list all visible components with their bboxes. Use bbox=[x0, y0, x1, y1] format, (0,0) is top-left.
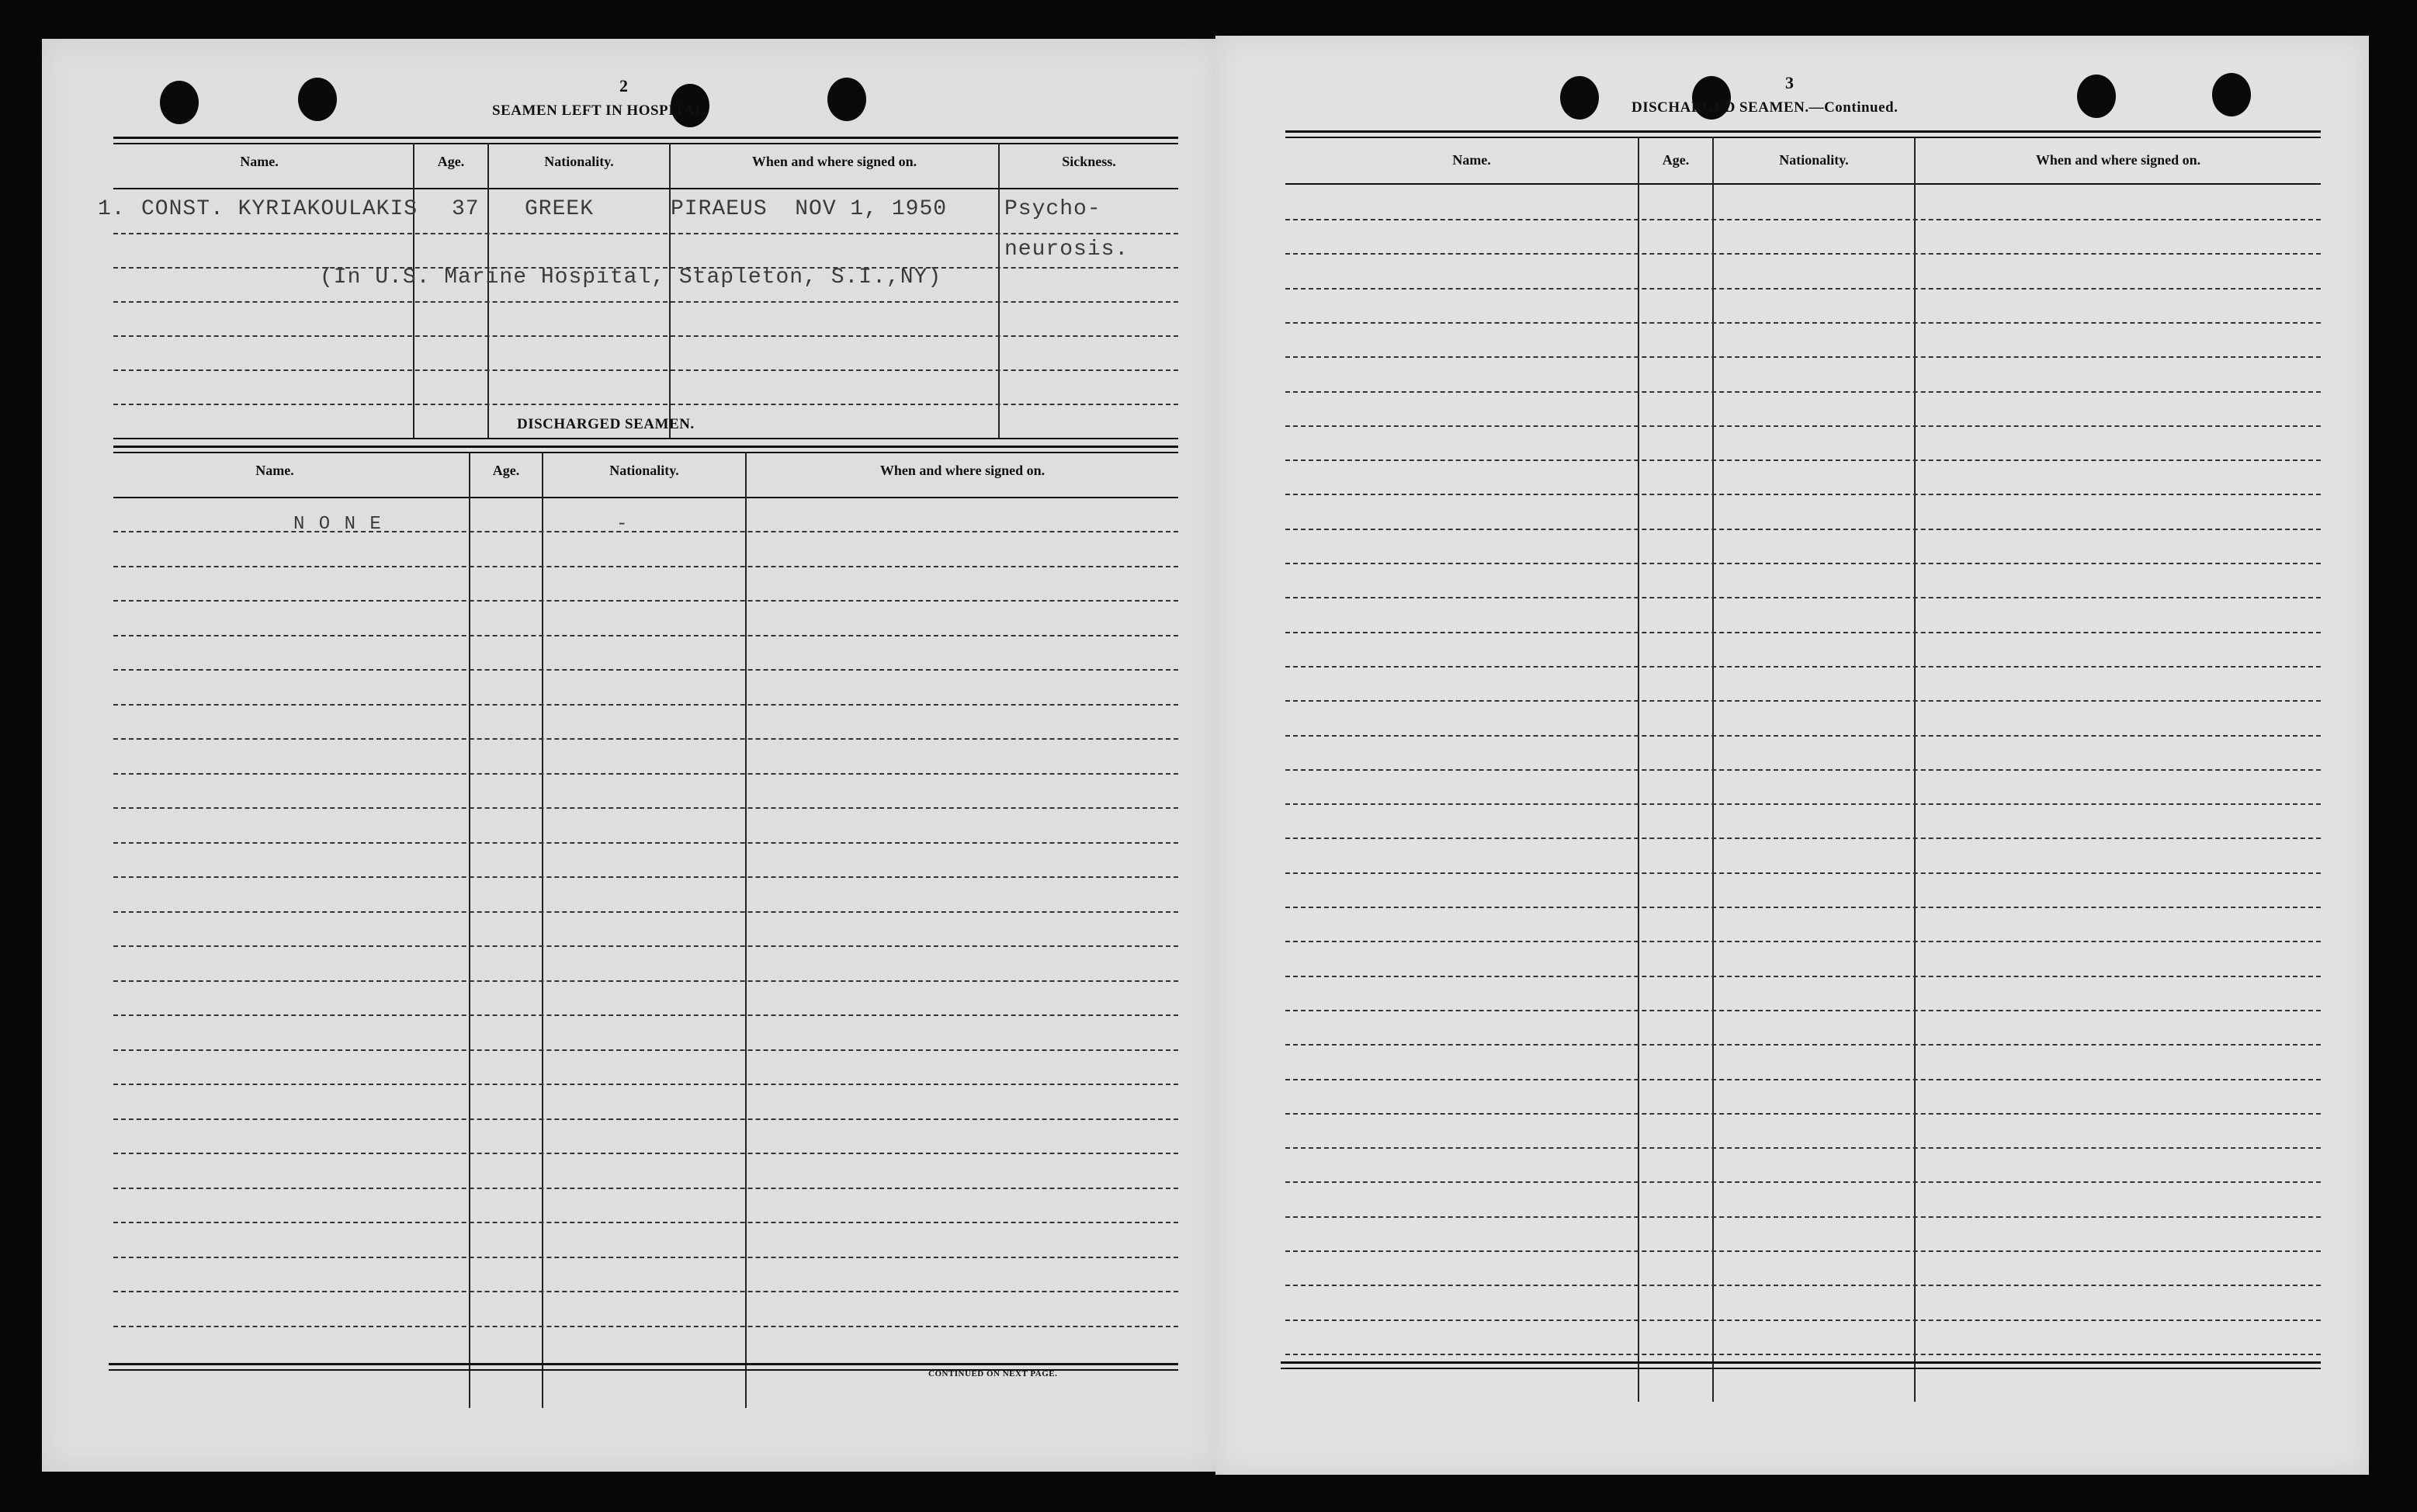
dotted-row-line bbox=[113, 704, 1178, 706]
table-rule bbox=[1285, 130, 2321, 133]
dotted-row-line bbox=[1285, 769, 2321, 771]
dotted-row-line bbox=[1285, 253, 2321, 255]
dotted-row-line bbox=[113, 980, 1178, 982]
dotted-row-line bbox=[1285, 1354, 2321, 1355]
entry-number: 1. bbox=[98, 197, 126, 221]
punch-hole bbox=[827, 78, 866, 121]
dotted-row-line bbox=[1285, 700, 2321, 702]
entry-sickness-line1: Psycho- bbox=[1004, 197, 1101, 221]
dotted-row-line bbox=[1285, 356, 2321, 358]
dotted-row-line bbox=[113, 566, 1178, 567]
page-number: 3 bbox=[1785, 73, 1794, 92]
col-header-name: Name. bbox=[255, 463, 294, 478]
column-divider bbox=[745, 452, 747, 1408]
entry-name: CONST. KYRIAKOULAKIS bbox=[141, 197, 418, 221]
left-page bbox=[42, 39, 1220, 1472]
column-divider bbox=[487, 143, 489, 438]
dotted-row-line bbox=[1285, 976, 2321, 977]
table-rule bbox=[113, 137, 1178, 139]
col-header-age: Age. bbox=[1662, 152, 1690, 168]
dotted-row-line bbox=[113, 807, 1178, 809]
dotted-row-line bbox=[113, 301, 1178, 303]
table-rule bbox=[113, 446, 1178, 448]
dotted-row-line bbox=[1285, 872, 2321, 874]
col-header-sickness: Sickness. bbox=[1062, 154, 1116, 169]
dotted-row-line bbox=[113, 1291, 1178, 1292]
col-header-name: Name. bbox=[1452, 152, 1491, 168]
punch-hole bbox=[2077, 75, 2116, 118]
dotted-row-line bbox=[1285, 666, 2321, 668]
dotted-row-line bbox=[1285, 219, 2321, 220]
dotted-row-line bbox=[1285, 1285, 2321, 1286]
entry-age: 37 bbox=[452, 197, 480, 221]
dotted-row-line bbox=[113, 1257, 1178, 1258]
dotted-row-line bbox=[113, 1084, 1178, 1085]
col-header-nationality: Nationality. bbox=[609, 463, 679, 478]
continued-note: CONTINUED ON NEXT PAGE. bbox=[928, 1369, 1058, 1378]
dotted-row-line bbox=[113, 1326, 1178, 1327]
dotted-row-line bbox=[113, 369, 1178, 371]
dotted-row-line bbox=[113, 1188, 1178, 1189]
table-rule bbox=[113, 497, 1178, 498]
dotted-row-line bbox=[113, 876, 1178, 878]
column-divider bbox=[469, 452, 470, 1408]
dotted-row-line bbox=[1285, 494, 2321, 495]
dotted-row-line bbox=[113, 635, 1178, 636]
dotted-row-line bbox=[113, 1222, 1178, 1223]
hospital-section-title: SEAMEN LEFT IN HOSPITAL. bbox=[492, 102, 709, 119]
entry-note: (In U.S. Marine Hospital, Stapleton, S.I.,NY) bbox=[320, 265, 942, 290]
punch-hole bbox=[160, 81, 199, 124]
dotted-row-line bbox=[1285, 907, 2321, 908]
dotted-row-line bbox=[1285, 1250, 2321, 1252]
dotted-row-line bbox=[113, 335, 1178, 337]
dotted-row-line bbox=[1285, 1320, 2321, 1321]
col-header-nationality: Nationality. bbox=[544, 154, 614, 169]
punch-hole bbox=[2212, 73, 2251, 116]
col-header-signed-on: When and where signed on. bbox=[751, 154, 917, 169]
dotted-row-line bbox=[113, 600, 1178, 602]
dotted-row-line bbox=[113, 404, 1178, 405]
dotted-row-line bbox=[113, 842, 1178, 844]
dotted-row-line bbox=[1285, 803, 2321, 805]
page-number: 2 bbox=[619, 76, 628, 95]
dotted-row-line bbox=[1285, 1079, 2321, 1080]
right-page bbox=[1215, 36, 2369, 1475]
col-header-age: Age. bbox=[437, 154, 465, 169]
dotted-row-line bbox=[113, 1014, 1178, 1016]
table-rule bbox=[113, 188, 1178, 189]
dotted-row-line bbox=[1285, 837, 2321, 839]
table-rule bbox=[1285, 137, 2321, 138]
page-title: DISCHARGED SEAMEN.—Continued. bbox=[1632, 99, 1899, 116]
column-divider bbox=[413, 143, 414, 438]
dotted-row-line bbox=[1285, 425, 2321, 427]
dotted-row-line bbox=[1285, 1113, 2321, 1115]
dotted-row-line bbox=[113, 1049, 1178, 1051]
entry-none: N O N E bbox=[293, 514, 383, 535]
table-rule bbox=[113, 452, 1178, 453]
col-header-name: Name. bbox=[240, 154, 279, 169]
table-rule bbox=[109, 1363, 1178, 1365]
dotted-row-line bbox=[113, 1153, 1178, 1154]
entry-signed-on: PIRAEUS NOV 1, 1950 bbox=[671, 197, 948, 221]
entry-nationality: GREEK bbox=[525, 197, 595, 221]
col-header-nationality: Nationality. bbox=[1779, 152, 1849, 168]
dotted-row-line bbox=[1285, 735, 2321, 737]
dotted-row-line bbox=[1285, 529, 2321, 530]
dotted-row-line bbox=[113, 233, 1178, 234]
punch-hole bbox=[1560, 76, 1599, 120]
column-divider bbox=[998, 143, 1000, 438]
dotted-row-line bbox=[1285, 1147, 2321, 1149]
dotted-row-line bbox=[1285, 632, 2321, 633]
dotted-row-line bbox=[113, 738, 1178, 740]
column-divider bbox=[542, 452, 543, 1408]
discharged-section-title: DISCHARGED SEAMEN. bbox=[517, 416, 695, 432]
table-rule bbox=[1285, 183, 2321, 185]
dotted-row-line bbox=[1285, 941, 2321, 942]
dotted-row-line bbox=[1285, 1181, 2321, 1183]
dotted-row-line bbox=[1285, 288, 2321, 290]
entry-sickness-line2: neurosis. bbox=[1004, 238, 1129, 262]
table-rule bbox=[113, 143, 1178, 144]
dotted-row-line bbox=[1285, 563, 2321, 564]
dotted-row-line bbox=[1285, 597, 2321, 598]
punch-hole bbox=[298, 78, 337, 121]
table-rule bbox=[1281, 1368, 2321, 1369]
dotted-row-line bbox=[113, 1118, 1178, 1120]
dotted-row-line bbox=[1285, 459, 2321, 461]
column-divider bbox=[669, 143, 671, 438]
dotted-row-line bbox=[1285, 1044, 2321, 1046]
entry-nationality-dash: - bbox=[616, 514, 629, 535]
dotted-row-line bbox=[1285, 322, 2321, 324]
dotted-row-line bbox=[113, 945, 1178, 947]
col-header-age: Age. bbox=[492, 463, 520, 478]
col-header-signed-on: When and where signed on. bbox=[2035, 152, 2201, 168]
dotted-row-line bbox=[113, 773, 1178, 775]
dotted-row-line bbox=[113, 531, 1178, 532]
table-rule bbox=[1281, 1361, 2321, 1364]
dotted-row-line bbox=[113, 669, 1178, 671]
dotted-row-line bbox=[113, 911, 1178, 913]
table-rule bbox=[113, 438, 1178, 439]
col-header-signed-on: When and where signed on. bbox=[879, 463, 1046, 478]
dotted-row-line bbox=[1285, 1216, 2321, 1218]
dotted-row-line bbox=[1285, 391, 2321, 393]
dotted-row-line bbox=[1285, 1010, 2321, 1011]
